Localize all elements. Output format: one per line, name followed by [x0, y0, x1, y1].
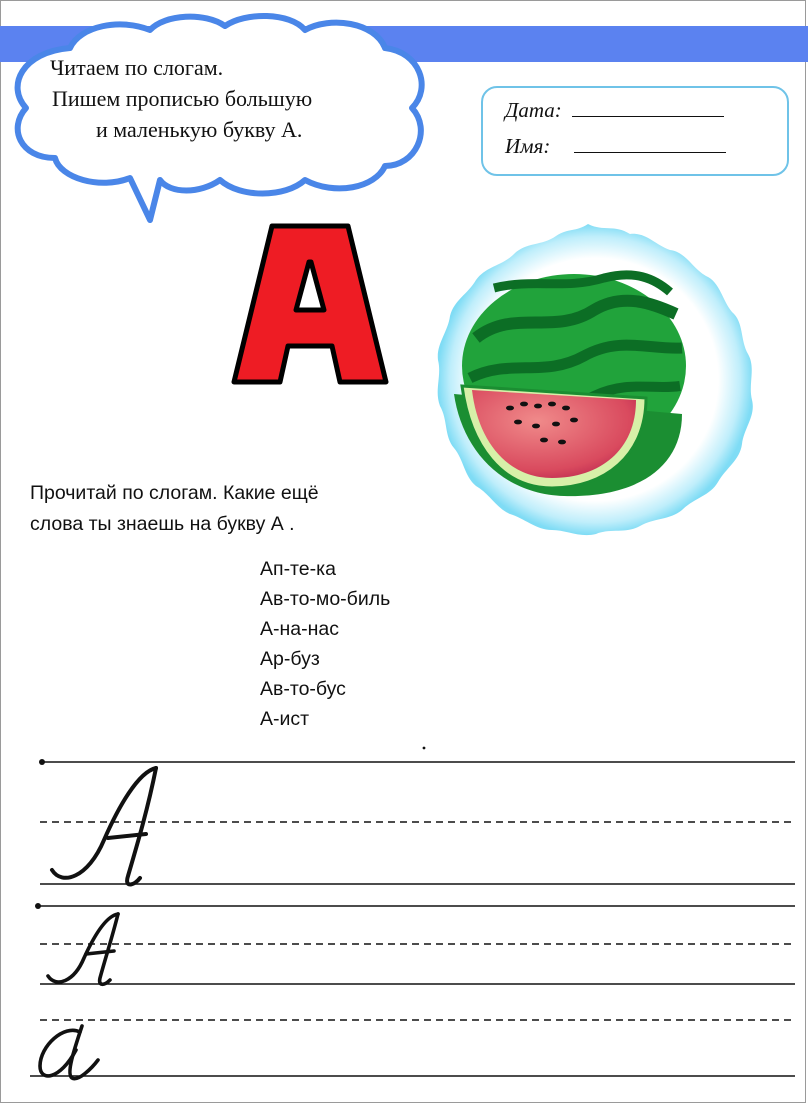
name-row [505, 134, 726, 159]
syllable-list [260, 554, 520, 734]
name-label: Имя: [505, 134, 551, 158]
cloud-line-2: Пишем прописью большую [52, 86, 313, 111]
instruction-line-2: слова ты знаешь на букву А . [30, 513, 295, 535]
handwriting-practice-lines [0, 730, 808, 1105]
instruction-line-1: Прочитай по слогам. Какие ещё [30, 482, 319, 504]
date-row [505, 98, 724, 123]
cloud-text [50, 52, 410, 145]
syllable-word: Ав-то-бус [260, 678, 346, 700]
cursive-lowercase-a [40, 1026, 98, 1079]
big-letter-a [226, 218, 394, 390]
syllable-word: Ап-те-ка [260, 558, 336, 580]
cloud-line-1: Читаем по слогам. [50, 55, 224, 80]
name-field[interactable] [574, 134, 726, 153]
cursive-capital-a-small [48, 914, 118, 984]
syllable-word: А-ист [260, 708, 310, 730]
syllable-word: А-на-нас [260, 618, 339, 640]
date-name-box [481, 86, 789, 176]
syllable-word: Ар-буз [260, 648, 320, 670]
date-field[interactable] [572, 98, 724, 117]
watermelon-icon [414, 218, 762, 544]
cursive-capital-a-large [52, 768, 156, 885]
date-label: Дата: [505, 98, 562, 122]
cloud-line-3: и маленькую букву А. [96, 117, 303, 142]
syllable-word: Ав-то-мо-биль [260, 588, 391, 610]
instruction-text [30, 478, 450, 540]
